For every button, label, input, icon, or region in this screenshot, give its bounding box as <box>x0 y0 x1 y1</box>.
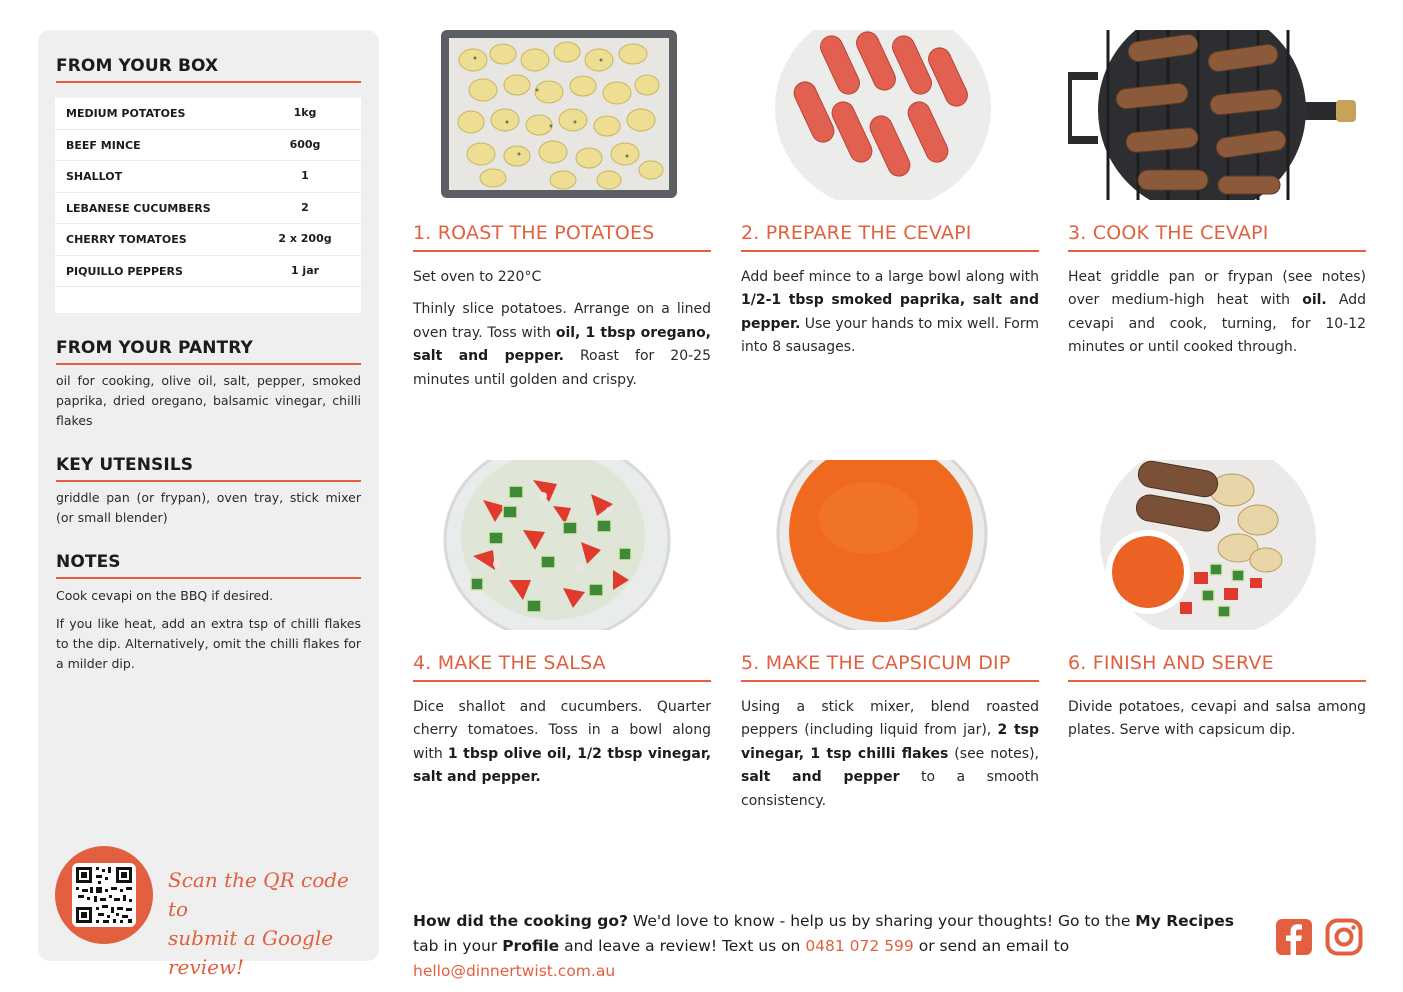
bold-run: 1 tbsp olive oil, 1/2 tbsp vinegar, salt and pepper. <box>413 745 712 786</box>
step-text: Set oven to 220°C <box>413 269 542 285</box>
text-run: tab in your <box>413 937 503 955</box>
step-text <box>741 696 1039 813</box>
step-body <box>741 696 1039 822</box>
step-body <box>1068 696 1366 752</box>
table-row <box>55 98 361 130</box>
step-text <box>741 266 1039 360</box>
bold-run: 1/2-1 tbsp smoked paprika, salt and pepper. <box>741 292 1039 332</box>
ingredient-name: MEDIUM POTATOES <box>66 107 186 120</box>
text-run: and leave a review! Text us on <box>559 937 806 955</box>
profile-label: Profile <box>502 937 560 955</box>
ingredient-qty: 600g <box>289 137 321 151</box>
step-title: 1. ROAST THE POTATOES <box>413 222 711 252</box>
text-run: Heat griddle pan or frypan (see notes) over medium-high heat with <box>1068 269 1366 309</box>
qr-caption-line: Scan the QR code to <box>168 868 349 921</box>
step-title: 4. MAKE THE SALSA <box>413 652 711 682</box>
table-row <box>55 193 361 225</box>
qr-caption-line: submit a Google review! <box>168 926 334 979</box>
text-run: (see notes), <box>948 745 1039 762</box>
qr-code-icon[interactable] <box>72 863 136 927</box>
instagram-icon[interactable] <box>1325 918 1363 956</box>
ingredient-qty: 1 jar <box>290 263 320 277</box>
table-row <box>55 256 361 288</box>
text-run: to a smooth consistency. <box>741 769 1039 809</box>
phone-link[interactable]: 0481 072 599 <box>805 937 914 955</box>
step-body <box>413 266 711 401</box>
bold-run: salt and pepper <box>741 769 900 786</box>
text-run: We'd love to know - help us by sharing your thoughts! Go to the <box>627 912 1136 930</box>
salsa-photo <box>413 460 711 630</box>
table-row <box>55 224 361 256</box>
step-title: 3. COOK THE CEVAPI <box>1068 222 1366 252</box>
table-row <box>55 161 361 193</box>
text-run: Roast for 20-25 minutes until golden and crispy. <box>413 348 711 388</box>
text-run: Thinly slice potatoes. Arrange on a lined oven tray. Toss with <box>413 301 711 341</box>
step-text <box>413 298 711 392</box>
text-run: or send an email to <box>913 937 1070 955</box>
ingredient-qty: 2 <box>301 200 309 214</box>
qr-caption <box>168 866 368 982</box>
note-item: If you like heat, add an extra tsp of chilli flakes to the dip. Alternatively, omit the chilli flakes for a milder dip. <box>56 616 361 671</box>
text-run: Add cevapi and cook, turning, for 10-12 minutes or until cooked through. <box>1068 292 1367 356</box>
step-text: Divide potatoes, cevapi and salsa among plates. Serve with capsicum dip. <box>1068 699 1366 739</box>
bold-run: oil, 1 tbsp oregano, salt and pepper. <box>413 324 712 365</box>
ingredient-qty: 1 <box>301 169 309 182</box>
facebook-icon[interactable] <box>1275 918 1313 956</box>
utensils-heading: KEY UTENSILS <box>56 455 361 482</box>
ingredient-qty: 2 x 200g <box>278 232 332 245</box>
ingredient-name: PIQUILLO PEPPERS <box>66 264 183 278</box>
box-ingredient-table <box>55 98 361 313</box>
prepare-cevapi-photo <box>741 30 1039 200</box>
step-title: 6. FINISH AND SERVE <box>1068 652 1366 682</box>
text-run: Dice shallot and cucumbers. Quarter cherry tomatoes. Toss in a bowl along with <box>413 699 711 762</box>
qr-badge[interactable] <box>55 846 153 944</box>
note-item: Cook cevapi on the BBQ if desired. <box>56 588 274 603</box>
serve-photo <box>1068 460 1366 630</box>
step-text <box>1068 266 1366 360</box>
pantry-text: oil for cooking, olive oil, salt, pepper, smoked paprika, dried oregano, balsamic vinegar, chilli flakes <box>56 373 361 428</box>
roast-potatoes-photo <box>413 30 711 200</box>
step-body <box>1068 266 1366 369</box>
text-run: Add beef mince to a large bowl along with <box>741 269 1039 285</box>
bold-run: oil. <box>1302 292 1327 309</box>
step-title: 2. PREPARE THE CEVAPI <box>741 222 1039 252</box>
ingredient-name: SHALLOT <box>66 170 123 183</box>
review-footer <box>413 909 1263 984</box>
utensils-text: griddle pan (or frypan), oven tray, stick mixer (or small blender) <box>56 490 361 525</box>
my-recipes-label: My Recipes <box>1135 912 1234 930</box>
step-body <box>741 266 1039 369</box>
ingredient-name: LEBANESE CUCUMBERS <box>66 201 211 215</box>
ingredient-name: CHERRY TOMATOES <box>66 233 187 246</box>
ingredients-sidebar <box>38 30 379 979</box>
pantry-heading: FROM YOUR PANTRY <box>56 338 361 365</box>
step-title: 5. MAKE THE CAPSICUM DIP <box>741 652 1039 682</box>
step-text <box>413 696 711 790</box>
text-run: Use your hands to mix well. Form into 8 sausages. <box>741 315 1039 356</box>
cook-cevapi-photo <box>1068 30 1366 200</box>
step-body <box>413 696 711 799</box>
capsicum-dip-photo <box>741 460 1039 630</box>
text-run: Using a stick mixer, blend roasted peppers (including liquid from jar), <box>741 699 1039 739</box>
table-row <box>55 130 361 162</box>
ingredient-qty: 1kg <box>293 106 317 119</box>
box-heading: FROM YOUR BOX <box>56 56 361 83</box>
notes-text <box>56 586 361 682</box>
notes-heading: NOTES <box>56 552 361 579</box>
ingredient-name: BEEF MINCE <box>66 138 141 152</box>
bold-run: 2 tsp vinegar, 1 tsp chilli flakes <box>741 722 1039 762</box>
email-link[interactable]: hello@dinnertwist.com.au <box>413 962 616 980</box>
footer-question: How did the cooking go? <box>413 912 628 930</box>
